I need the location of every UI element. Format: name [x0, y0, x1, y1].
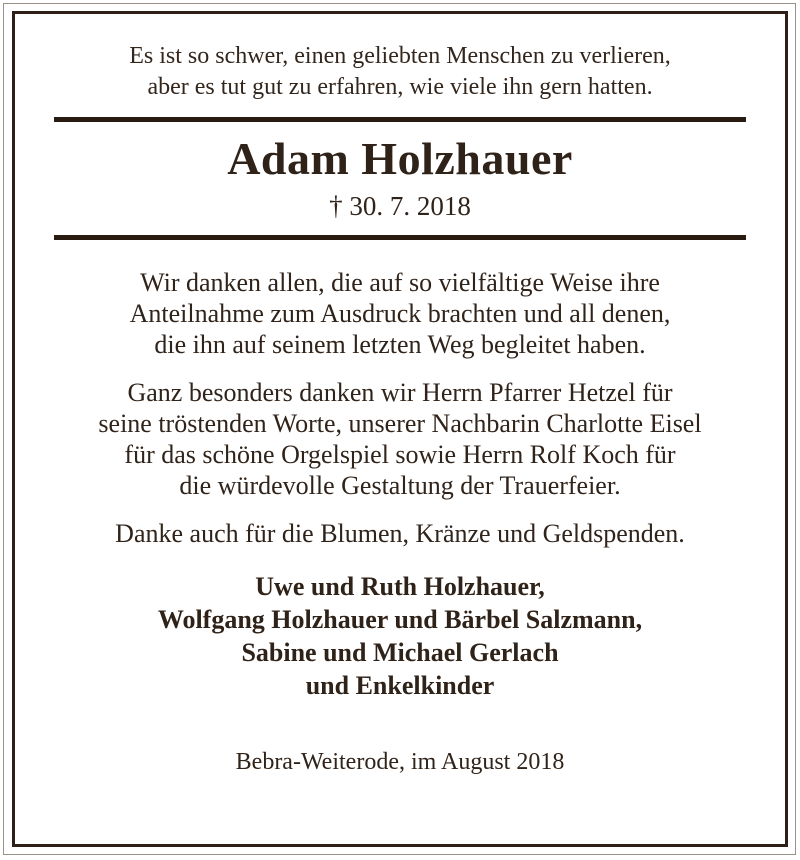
- inner-dark-frame: [12, 11, 788, 847]
- paragraph-line: Danke auch für die Blumen, Kränze und Geldspenden.: [115, 519, 685, 548]
- thanks-paragraph-general: [15, 267, 785, 360]
- mourner-line: Sabine und Michael Gerlach: [241, 638, 559, 667]
- divider-rule-top: [54, 117, 746, 122]
- paragraph-line: für das schöne Orgelspiel sowie Herrn Rolf Koch für: [124, 440, 676, 469]
- epigraph: [15, 41, 785, 103]
- paragraph-line: seine tröstenden Worte, unserer Nachbarin Charlotte Eisel: [98, 409, 702, 438]
- paragraph-line: Wir danken allen, die auf so vielfältige Weise ihre: [140, 268, 660, 297]
- mourner-line: Uwe und Ruth Holzhauer,: [255, 572, 545, 601]
- deceased-name: Adam Holzhauer: [227, 133, 573, 184]
- epigraph-line: Es ist so schwer, einen geliebten Menschen zu verlieren,: [129, 43, 671, 69]
- epigraph-line: aber es tut gut zu erfahren, wie viele ihn gern hatten.: [147, 74, 653, 100]
- paragraph-line: die würdevolle Gestaltung der Trauerfeier.: [179, 471, 621, 500]
- thanks-paragraph-flowers: [15, 518, 785, 549]
- paragraph-line: die ihn auf seinem letzten Weg begleitet haben.: [154, 330, 646, 359]
- thanks-paragraph-special: [15, 377, 785, 501]
- mourners-names: [15, 570, 785, 702]
- death-date: † 30. 7. 2018: [329, 191, 471, 221]
- paragraph-line: Anteilnahme zum Ausdruck brachten und all denen,: [129, 299, 671, 328]
- mourner-line: Wolfgang Holzhauer und Bärbel Salzmann,: [157, 605, 643, 634]
- mourner-line: und Enkelkinder: [305, 671, 495, 700]
- place-date-line: Bebra-Weiterode, im August 2018: [235, 749, 565, 775]
- paragraph-line: Ganz besonders danken wir Herrn Pfarrer Hetzel für: [127, 378, 673, 407]
- divider-rule-bottom: [54, 235, 746, 240]
